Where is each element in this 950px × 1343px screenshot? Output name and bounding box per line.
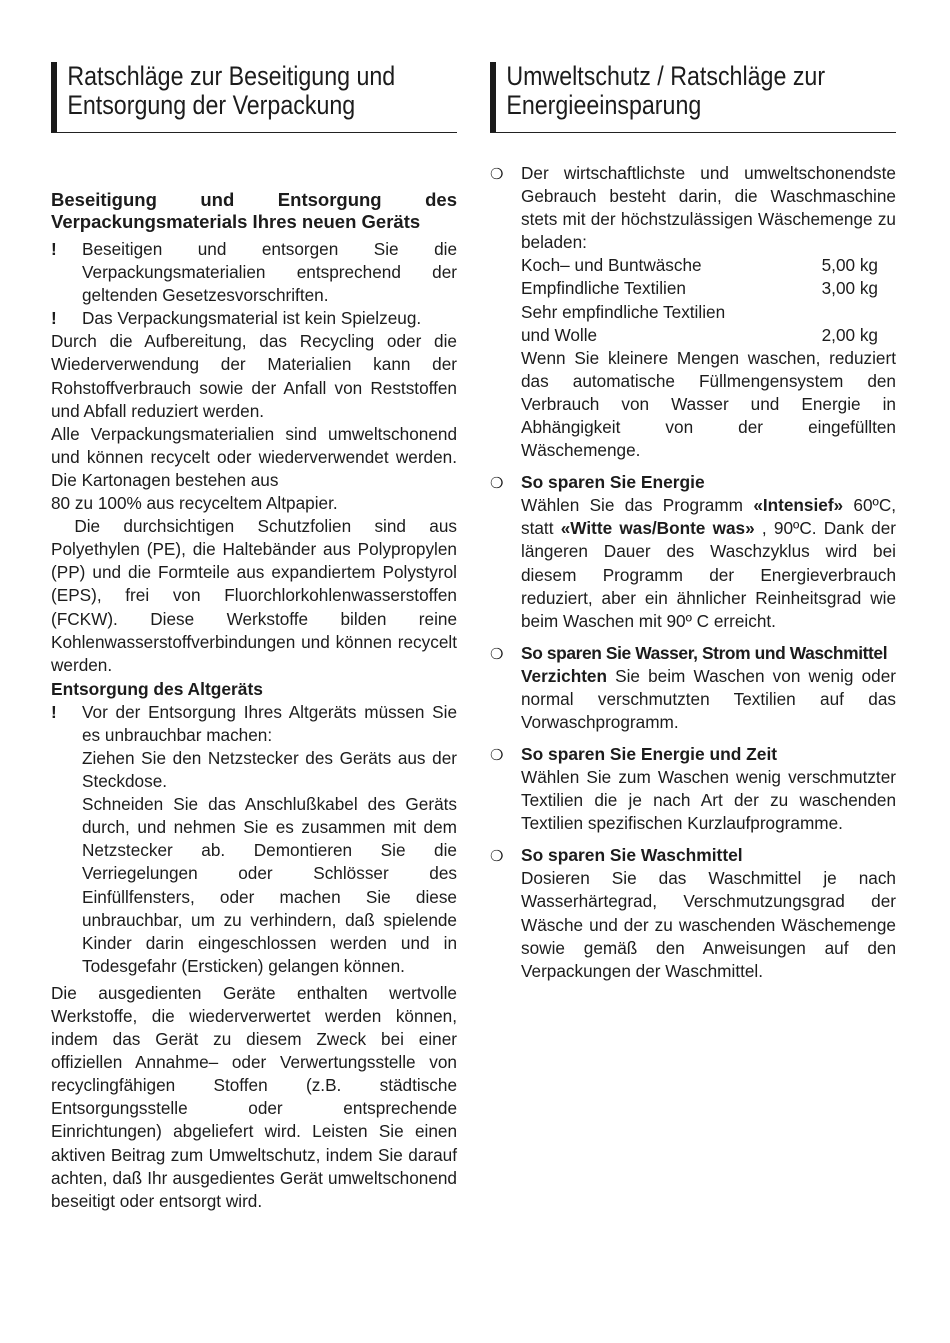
warning-text-3a: Vor der Entsorgung Ihres Altgeräts müssen Sie es unbrauchbar machen: [82, 701, 457, 745]
load-label: und Wolle [521, 324, 598, 345]
load-value: 2,00 kg [821, 324, 878, 345]
text-fragment: 60ºC, statt [521, 495, 901, 539]
circle-bullet-icon: ❍ [490, 848, 504, 866]
exclamation-icon: ! [51, 308, 57, 329]
right-header-line-2: Energieeinsparung [506, 90, 702, 120]
circle-bullet-icon: ❍ [490, 747, 504, 765]
text-fragment: , 90ºC. Dank der längeren Dauer des Waschzyklus wird bei diesem Programm der Energieverbrauch reduziert, aber ein ähnlicher Reinheitsgrad wie beim Waschen mit 90º C erreicht. [521, 518, 901, 631]
tip-detergent-title: So sparen Sie Waschmittel [521, 845, 743, 866]
load-value: 3,00 kg [821, 278, 878, 299]
tip-time-text: Wählen Sie zum Waschen wenig verschmutzter Textilien die je nach Art der zu waschenden Textilien spezifischen Kurzlaufprogramme. [521, 767, 896, 834]
emphasis-verzichten: Verzichten [521, 665, 607, 686]
load-row-2 [521, 277, 896, 300]
left-header-line-2: Entsorgung der Verpackung [67, 90, 356, 120]
tip-item-water [490, 642, 896, 734]
tip-load-outro: Wenn Sie kleinere Mengen waschen, reduziert das automatische Füllmengensystem den Verbrauch von Wasser und Energie in Abhängigkeit von der eingefüllten Wäschemenge. [521, 347, 896, 461]
load-row-1 [521, 254, 896, 277]
tip-item-time [490, 743, 896, 835]
warning-item-1 [51, 238, 457, 307]
text-fragment: Wählen Sie das Programm [521, 495, 754, 516]
tip-water-title: So sparen Sie Wasser, Strom und Waschmittel [521, 642, 888, 663]
text-fragment: Sie beim Waschen von wenig oder normal verschmutzten Textilien auf das Vorwaschprogramm. [521, 665, 896, 732]
section1-title: Beseitigung und Entsorgung des Verpackungsmaterials Ihres neuen Geräts [51, 189, 457, 232]
tip-energy-title: So sparen Sie Energie [521, 472, 705, 493]
left-column [51, 61, 462, 1213]
circle-bullet-icon: ❍ [490, 645, 504, 663]
warning-text-2: Das Verpackungsmaterial ist kein Spielzeug. [82, 308, 422, 329]
tip-item-energy [490, 471, 901, 633]
paragraph-folien: Die durchsichtigen Schutzfolien sind aus Polyethylen (PE), die Haltebänder aus Polypropylen (PP) und die Formteile aus expandiertem Polystyrol (EPS), frei von Fluorchlorkohlenwasserstoffen (FCKW). Diese Werkstoffe bilden reine Kohlenwasserstoffverbindungen und können recycelt werden. [51, 516, 462, 675]
warning-text-1: Beseitigen und entsorgen Sie die Verpackungsmaterialien entsprechend der geltenden Gesetzesvorschriften. [82, 239, 457, 306]
exclamation-icon: ! [51, 239, 57, 259]
program-name-intensief: «Intensief» [753, 495, 844, 516]
warning-item-2 [51, 307, 457, 330]
tip-energy-text [521, 494, 901, 633]
load-label: Empfindliche Textilien [521, 278, 686, 299]
left-section-header [51, 62, 457, 133]
tip-time-title: So sparen Sie Energie und Zeit [521, 744, 778, 765]
warning-item-3 [51, 701, 457, 978]
paragraph-materials: Alle Verpackungsmaterialien sind umweltschonend und können recycelt oder wiederverwendet werden. Die Kartonagen bestehen aus [51, 423, 457, 490]
section2-title: Entsorgung des Altgeräts [51, 678, 263, 699]
tip-item-load [490, 162, 896, 462]
right-column [490, 61, 901, 992]
right-body [490, 162, 901, 983]
paragraph-altgeraete: Die ausgedienten Geräte enthalten wertvolle Werkstoffe, die wiederverwertet werden können, indem das Gerät zu diesem Zweck bei einer offiziellen Annahme– oder Verwertungsstelle von recyclingfähigen Stoffen (z.B. städtische Entsorgungsstelle oder entsprechende Einrichtungen) abgeliefert wird. Leisten Sie einen aktiven Beitrag zum Umweltschutz, indem Sie darauf achten, daß Ihr ausgedientes Gerät umweltschonend beseitigt oder entsorgt wird. [51, 982, 457, 1211]
load-row-3 [521, 324, 896, 347]
tip-detergent-text: Dosieren Sie das Waschmittel je nach Wasserhärtegrad, Verschmutzungsgrad der Wäsche und der zu waschenden Wäschemenge sowie gemäß den Anweisungen auf den Verpackungen der Waschmittel. [521, 868, 896, 981]
load-label: Koch– und Buntwäsche [521, 255, 702, 276]
paragraph-recycling: Durch die Aufbereitung, das Recycling oder die Wiederverwendung der Materialien kann der Rohstoffverbrauch sowie der Anfall von Reststoffen und Abfall reduziert werden. [51, 331, 457, 421]
right-section-header [490, 62, 896, 133]
tip-item-detergent [490, 844, 896, 982]
tip-load-intro: Der wirtschaftlichste und umweltschonendste Gebrauch besteht darin, die Waschmaschine stets mit der höchstzulässigen Wäschemenge zu beladen: [521, 163, 896, 253]
left-header-title [51, 62, 456, 120]
warning-text-3b: Ziehen Sie den Netzstecker des Geräts aus der Steckdose. [82, 747, 457, 792]
load-row-3-line-1: Sehr empfindliche Textilien [521, 301, 726, 322]
right-header-line-1: Umweltschutz / Ratschläge zur [506, 61, 826, 91]
paragraph-altpapier: 80 zu 100% aus recyceltem Altpapier. [51, 493, 338, 514]
left-header-line-1: Ratschläge zur Beseitigung und [67, 61, 396, 91]
warning-text-3c: Schneiden Sie das Anschlußkabel des Geräts durch, und nehmen Sie es zusammen mit dem Netzstecker ab. Demontieren Sie die Verriegelungen oder Schlösser des Einfüllfensters, oder machen Sie diese unbrauchbar, um zu verhindern, daß spielende Kinder darin eingeschlossen werden und in Todesgefahr (Ersticken) gelangen können. [82, 794, 457, 976]
program-name-witte-was: «Witte was/Bonte was» [560, 518, 755, 539]
load-value: 5,00 kg [821, 255, 878, 276]
right-header-title [490, 62, 895, 120]
exclamation-icon: ! [51, 701, 57, 722]
circle-bullet-icon: ❍ [490, 166, 504, 183]
circle-bullet-icon: ❍ [490, 475, 504, 493]
tip-water-text [521, 665, 896, 734]
left-body [51, 189, 462, 1213]
